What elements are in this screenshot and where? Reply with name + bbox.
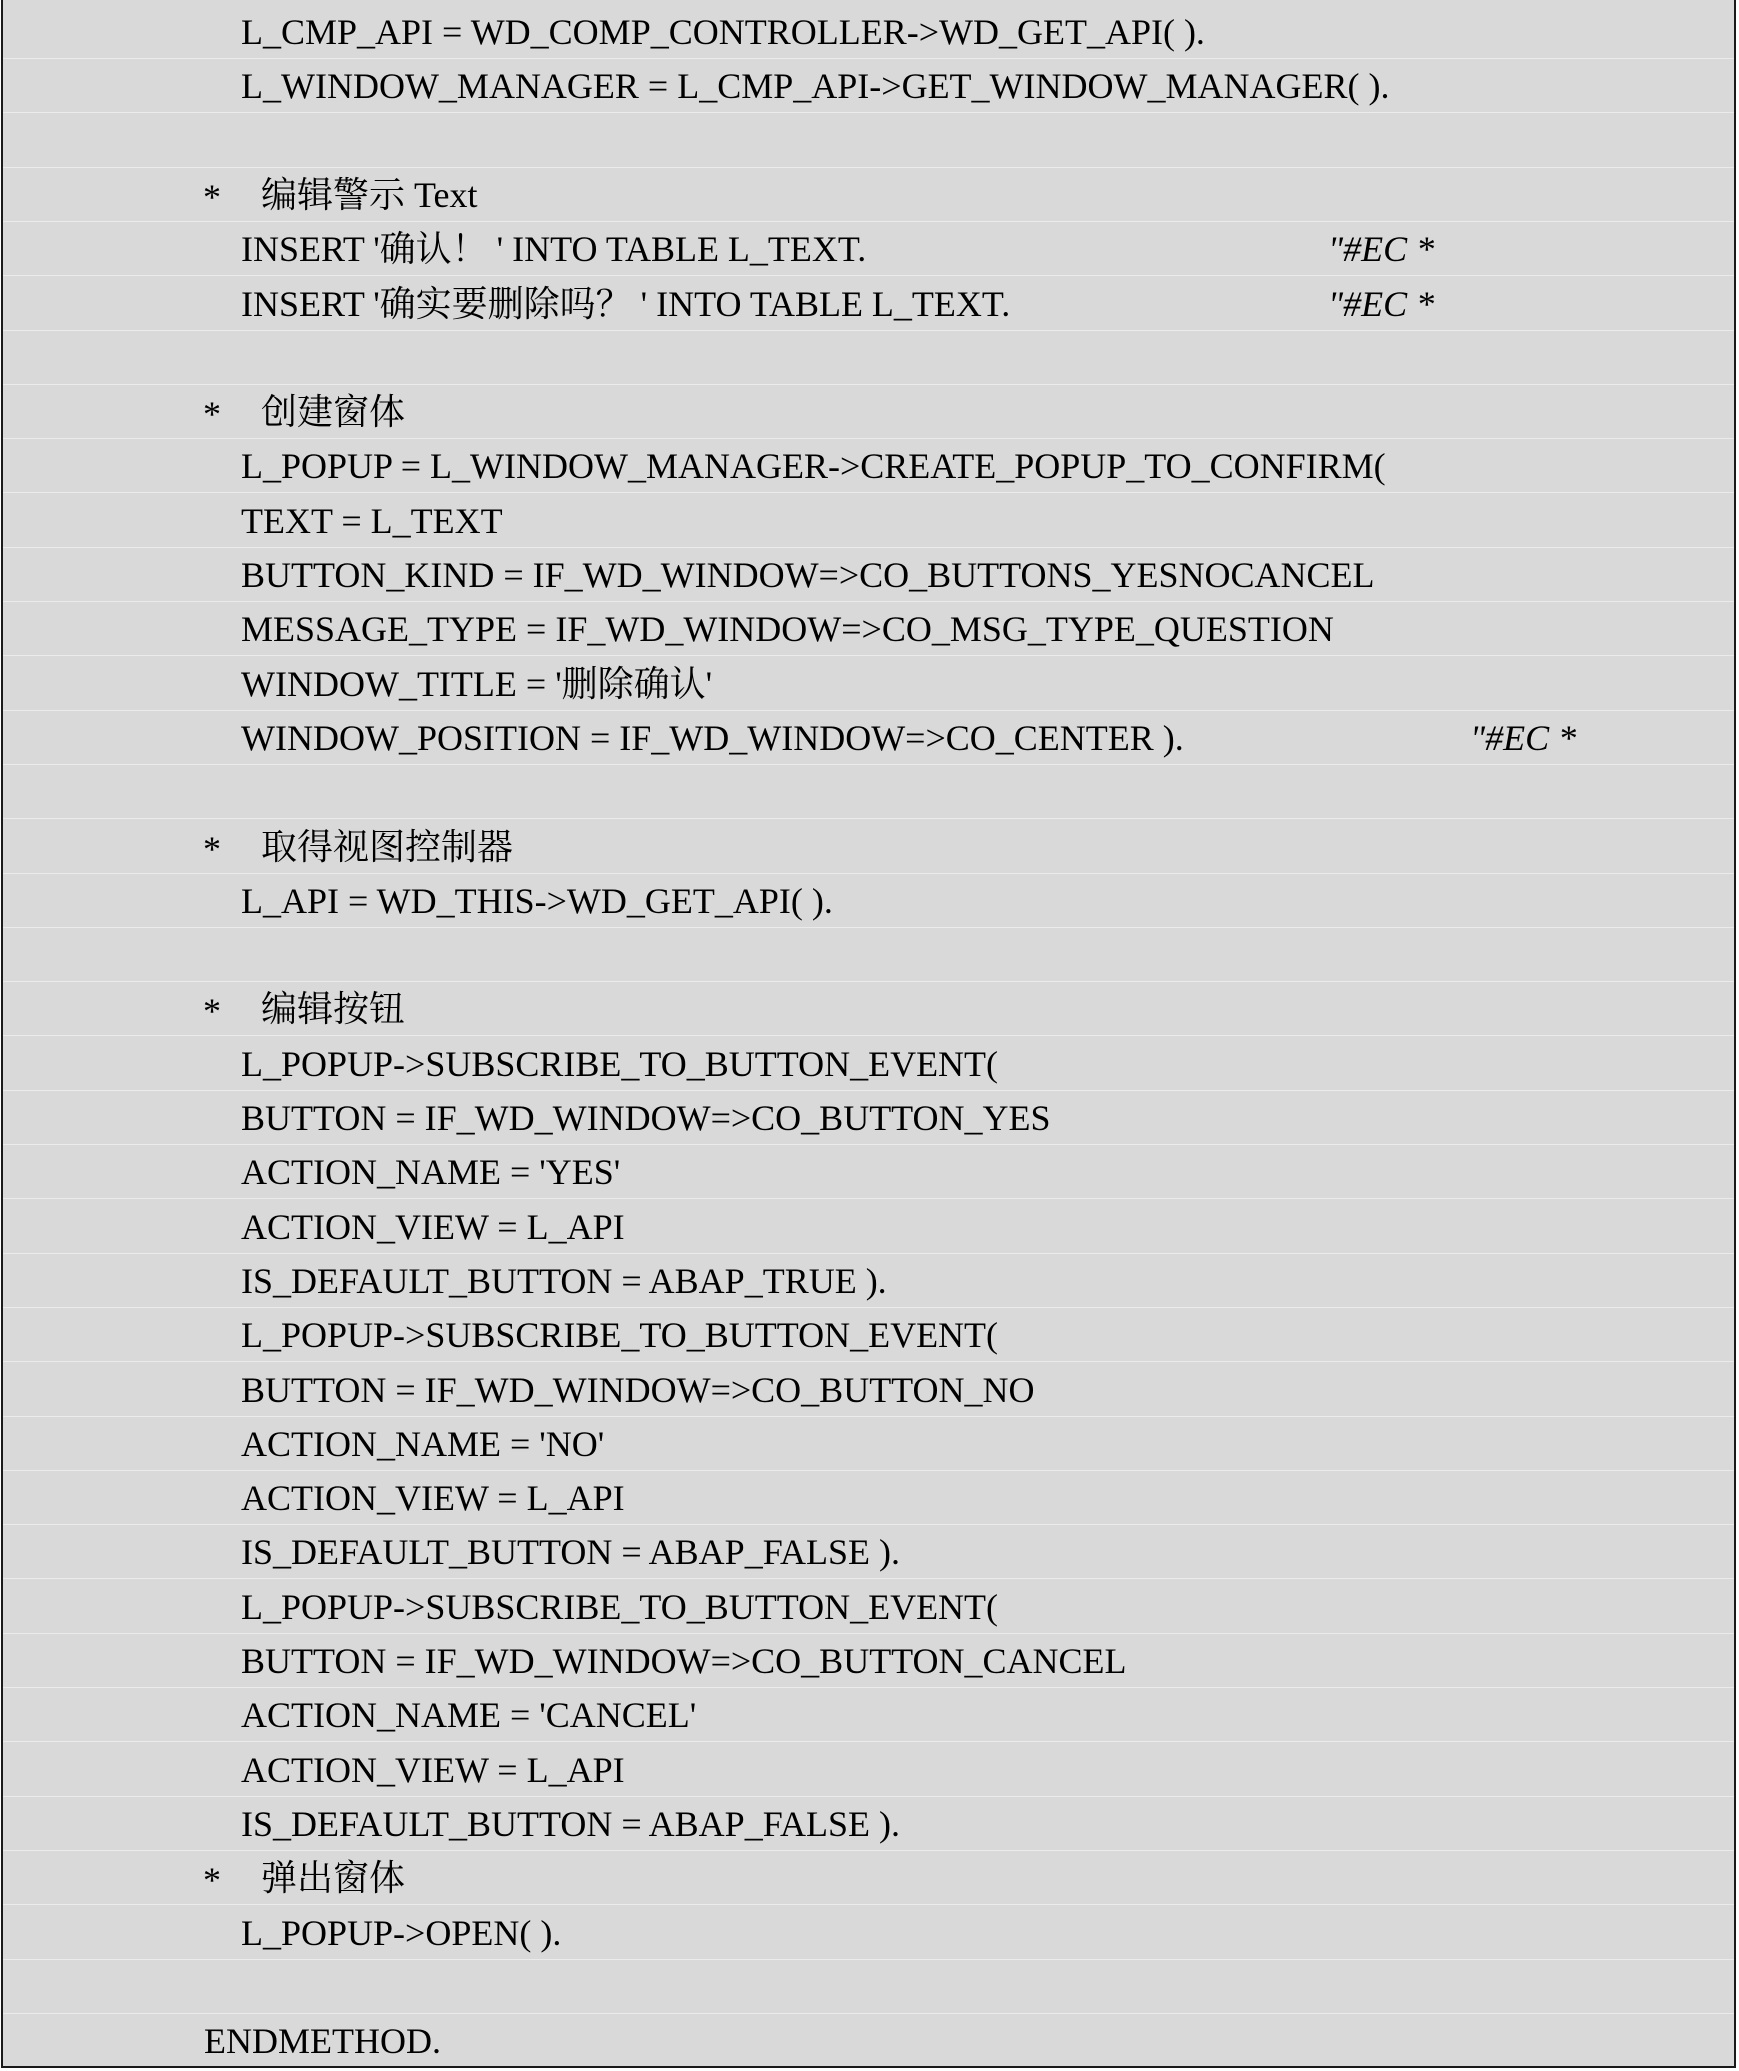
comment-text: 取得视图控制器 — [261, 826, 514, 867]
pragma-comment: "#EC * — [1328, 283, 1435, 324]
comment-marker: * — [203, 1860, 221, 1901]
blank-line — [3, 114, 1734, 168]
comment-marker: * — [203, 991, 221, 1032]
code-line — [3, 439, 1734, 493]
code-text: MESSAGE_TYPE = IF_WD_WINDOW=>CO_MSG_TYPE_QUESTION — [241, 609, 1334, 650]
code-listing — [1, 0, 1736, 2068]
code-text: IS_DEFAULT_BUTTON = ABAP_FALSE ). — [241, 1803, 901, 1844]
code-text: BUTTON = IF_WD_WINDOW=>CO_BUTTON_CANCEL — [241, 1641, 1127, 1681]
code-line — [3, 1308, 1734, 1362]
code-line — [3, 602, 1734, 656]
code-line — [3, 1037, 1734, 1091]
endmethod-line — [3, 2014, 1734, 2068]
code-line — [3, 1254, 1734, 1308]
comment-line — [3, 385, 1734, 439]
comment-text: 弹出窗体 — [261, 1858, 406, 1899]
code-text: BUTTON = IF_WD_WINDOW=>CO_BUTTON_NO — [241, 1369, 1035, 1410]
code-line — [3, 494, 1734, 548]
code-text: ACTION_NAME = 'YES' — [241, 1152, 621, 1193]
code-text: BUTTON = IF_WD_WINDOW=>CO_BUTTON_YES — [241, 1098, 1051, 1138]
code-line — [3, 1797, 1734, 1851]
code-text: L_POPUP->SUBSCRIBE_TO_BUTTON_EVENT( — [241, 1315, 999, 1356]
code-line — [3, 1634, 1734, 1688]
code-text: INSERT '确认！ ' INTO TABLE L_TEXT. — [241, 229, 867, 270]
code-text: ACTION_VIEW = L_API — [241, 1749, 625, 1790]
code-line — [3, 1471, 1734, 1525]
code-text: ACTION_NAME = 'CANCEL' — [241, 1695, 697, 1736]
code-line — [3, 5, 1734, 59]
comment-line — [3, 982, 1734, 1036]
comment-text: 编辑按钮 — [261, 989, 406, 1030]
code-text: L_POPUP->OPEN( ). — [241, 1912, 562, 1953]
code-line — [3, 1906, 1734, 1960]
code-line — [3, 1091, 1734, 1145]
code-line — [3, 222, 1734, 276]
code-text: IS_DEFAULT_BUTTON = ABAP_TRUE ). — [241, 1260, 887, 1301]
code-line — [3, 59, 1734, 113]
pragma-comment: "#EC * — [1328, 229, 1435, 270]
comment-line — [3, 168, 1734, 222]
comment-text: 编辑警示 Text — [261, 174, 478, 215]
comment-line — [3, 820, 1734, 874]
code-line — [3, 1200, 1734, 1254]
blank-line — [3, 331, 1734, 385]
comment-line — [3, 1851, 1734, 1905]
code-line — [3, 1363, 1734, 1417]
code-line — [3, 1580, 1734, 1634]
blank-line — [3, 928, 1734, 982]
comment-text: 创建窗体 — [261, 392, 406, 433]
code-line — [3, 657, 1734, 711]
code-text: L_POPUP = L_WINDOW_MANAGER->CREATE_POPUP_TO_CONFIRM( — [241, 446, 1386, 487]
code-text: TEXT = L_TEXT — [241, 500, 503, 541]
comment-marker: * — [203, 176, 221, 217]
code-line — [3, 1743, 1734, 1797]
code-text: L_WINDOW_MANAGER = L_CMP_API->GET_WINDOW_MANAGER( ). — [241, 66, 1390, 107]
code-text: L_CMP_API = WD_COMP_CONTROLLER->WD_GET_API( ). — [241, 12, 1205, 52]
comment-marker: * — [203, 828, 221, 869]
code-text: INSERT '确实要删除吗？ ' INTO TABLE L_TEXT. — [241, 283, 1011, 324]
comment-marker: * — [203, 394, 221, 435]
code-line — [3, 1417, 1734, 1471]
code-text: ACTION_VIEW = L_API — [241, 1206, 625, 1247]
blank-line — [3, 1960, 1734, 2014]
code-line — [3, 277, 1734, 331]
code-line — [3, 548, 1734, 602]
code-line — [3, 874, 1734, 928]
code-text: ACTION_VIEW = L_API — [241, 1478, 625, 1519]
blank-line — [3, 765, 1734, 819]
code-text: L_API = WD_THIS->WD_GET_API( ). — [241, 880, 833, 921]
code-text: L_POPUP->SUBSCRIBE_TO_BUTTON_EVENT( — [241, 1043, 999, 1084]
code-line — [3, 711, 1734, 765]
code-text: IS_DEFAULT_BUTTON = ABAP_FALSE ). — [241, 1532, 901, 1573]
code-line — [3, 1688, 1734, 1742]
code-text: BUTTON_KIND = IF_WD_WINDOW=>CO_BUTTONS_YESNOCANCEL — [241, 555, 1375, 595]
code-line — [3, 1145, 1734, 1199]
code-text: WINDOW_POSITION = IF_WD_WINDOW=>CO_CENTER ). — [241, 717, 1184, 758]
pragma-comment: "#EC * — [1470, 717, 1577, 758]
code-text: ENDMETHOD. — [204, 2021, 441, 2062]
code-text: WINDOW_TITLE = '删除确认' — [241, 663, 713, 704]
code-line — [3, 1525, 1734, 1579]
code-text: ACTION_NAME = 'NO' — [241, 1423, 605, 1464]
code-text: L_POPUP->SUBSCRIBE_TO_BUTTON_EVENT( — [241, 1586, 999, 1627]
